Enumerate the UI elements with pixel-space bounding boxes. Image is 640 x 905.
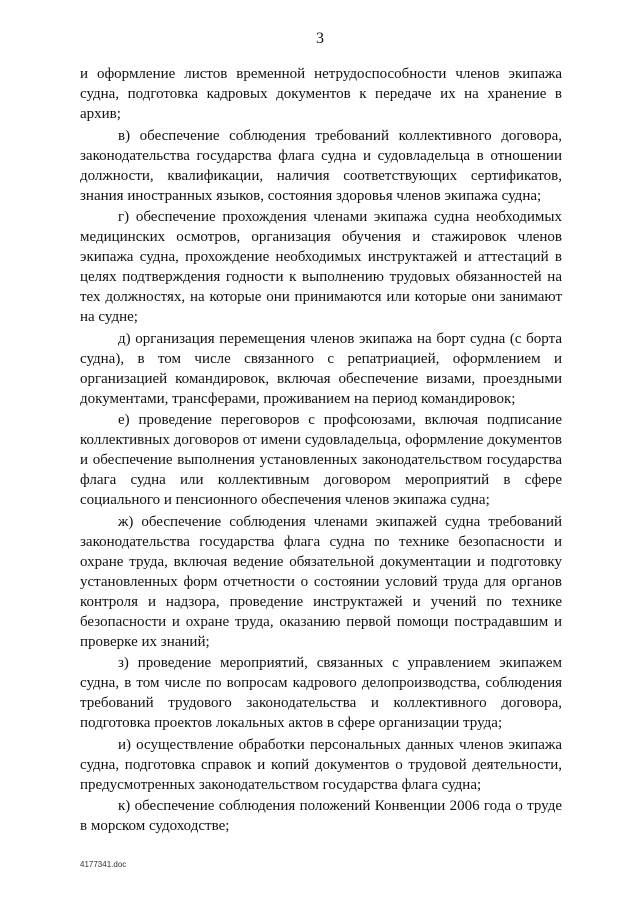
paragraph-continuation: и оформление листов временной нетрудоспособности членов экипажа судна, подготовка кадровых документов к передаче их на хранение в архив;	[80, 66, 562, 122]
paragraph-item-i: и) осуществление обработки персональных данных членов экипажа судна, подготовка справок и копий документов о трудовой деятельности, предусмотренных законодательством государства флага судна;	[80, 736, 562, 793]
paragraph-item-e: е) проведение переговоров с профсоюзами, включая подписание коллективных договоров от имени судовладельца, оформление документов и обеспечение выполнения установленных законодательством государства флага судна или коллективным договором мероприятий в сфере социального и пенсионного обеспечения членов экипажа судна;	[80, 412, 562, 508]
paragraph-item-z: з) проведение мероприятий, связанных с управлением экипажем судна, в том числе по вопросам кадрового делопроизводства, соблюдения требований трудового законодательства и коллективного договора, подготовка проектов локальных актов в сфере организации труда;	[80, 655, 562, 731]
paragraph-item-k: к) обеспечение соблюдения положений Конвенции 2006 года о труде в морском судоходстве;	[80, 798, 562, 834]
paragraph-item-v: в) обеспечение соблюдения требований коллективного договора, законодательства государства флага судна и судовладельца в отношении должности, квалификации, наличия соответствующих сертификатов, знания иностранных языков, состояния здоровья членов экипажа судна;	[80, 127, 562, 204]
paragraph-item-g: г) обеспечение прохождения членами экипажа судна необходимых медицинских осмотров, организация обучения и стажировок членов экипажа судна, прохождение необходимых инструктажей и аттестаций в целях подтверждения годности к выполнению трудовых обязанностей на тех должностях, на которые они принимаются или которые они занимают на судне;	[80, 209, 562, 325]
page-number: 3	[316, 30, 324, 47]
document-body	[80, 64, 562, 836]
document-file-code: 4177341.doc	[80, 860, 127, 869]
paragraph-item-zh: ж) обеспечение соблюдения членами экипажей судна требований законодательства государства флага судна по технике безопасности и охране труда, включая ведение обязательной документации и подготовку установленных форм отчетности о состоянии условий труда для органов контроля и надзора, проведение инструктажей и учений по технике безопасности и охране труда, оказанию первой помощи пострадавшим и проверке их знаний;	[80, 513, 562, 650]
paragraph-item-d: д) организация перемещения членов экипажа на борт судна (с борта судна), в том числе связанного с репатриацией, оформлением и организацией командировок, включая обеспечение визами, проездными документами, трансферами, проживанием на период командировок;	[80, 330, 562, 407]
